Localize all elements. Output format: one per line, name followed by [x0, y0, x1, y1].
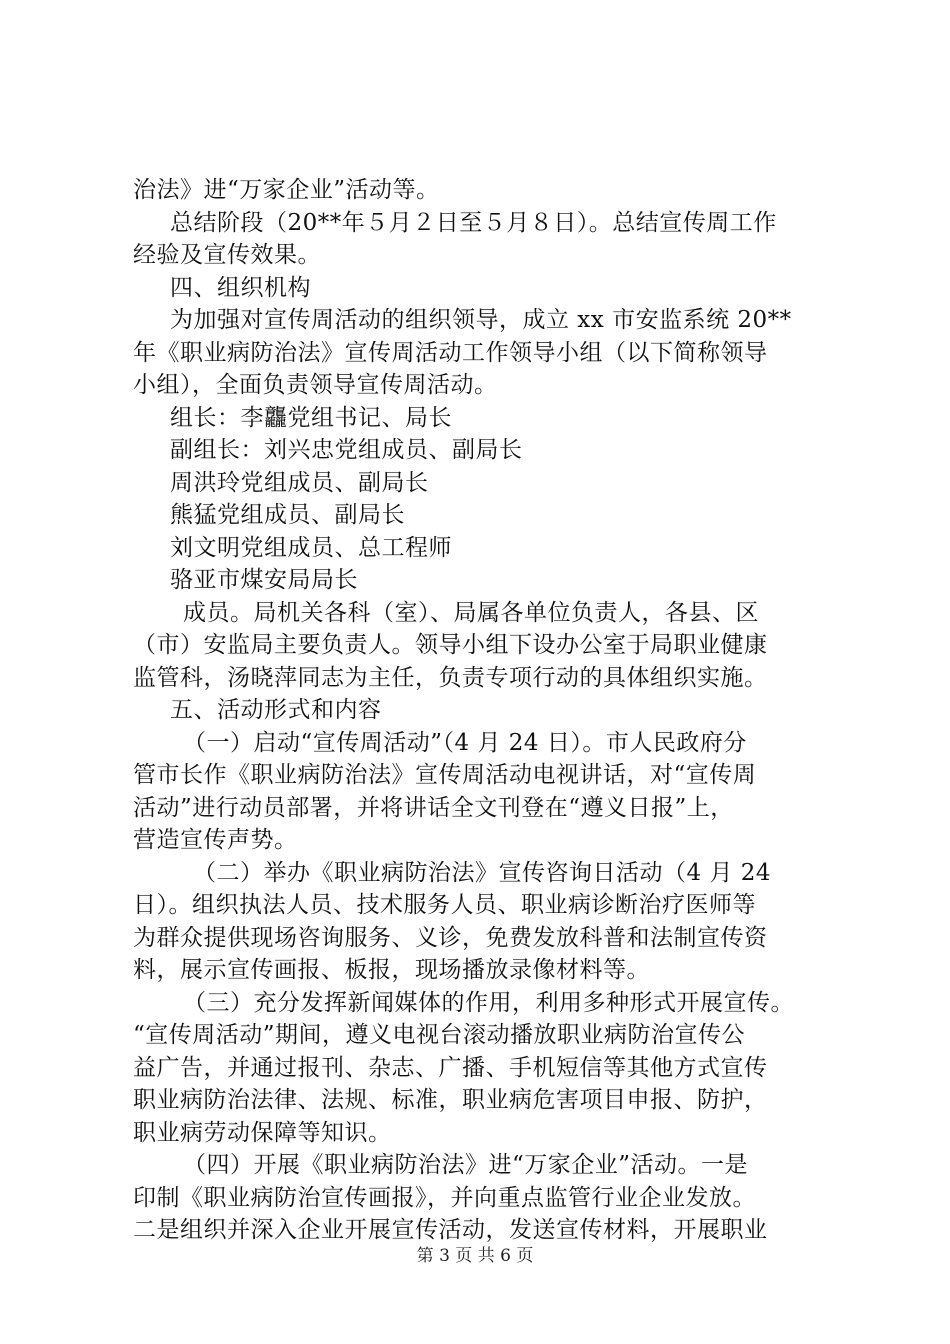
text-line: 刘文明党组成员、总工程师 [170, 534, 452, 561]
text-line: 职业病防治法律、法规、标准，职业病危害项目申报、防护， [133, 1087, 768, 1113]
text-line: （一）启动“宣传周活动”（4 月 24 日）。市人民政府分 [183, 729, 747, 756]
section-heading: 四、组织机构 [170, 274, 311, 301]
text-line: （三）充分发挥新闻媒体的作用，利用多种形式开展宣传。 [183, 989, 794, 1016]
text-line: 骆亚市煤安局局长 [170, 567, 358, 593]
text-line: 熊猛党组成员、副局长 [170, 502, 405, 528]
text-line: 日）。组织执法人员、技术服务人员、职业病诊断治疗医师等 [133, 892, 756, 918]
text-line: （二）举办《职业病防治法》宣传咨询日活动（4 月 24 [193, 859, 772, 886]
text-line: （四）开展《职业病防治法》进“万家企业”活动。一是 [183, 1152, 749, 1178]
text-line: 二是组织并深入企业开展宣传活动，发送宣传材料，开展职业 [133, 1217, 768, 1243]
text-line: （市）安监局主要负责人。领导小组下设办公室于局职业健康 [133, 632, 768, 658]
text-line: 副组长：刘兴忠党组成员、副局长 [170, 437, 523, 463]
page-footer: 第 3 页 共 6 页 [416, 1246, 534, 1266]
text-line: 营造宣传声势。 [133, 827, 298, 853]
text-line: 组长：李龘党组书记、局长 [170, 404, 452, 431]
text-line: 职业病劳动保障等知识。 [133, 1119, 392, 1146]
text-line: 活动”进行动员部署，并将讲话全文刊登在“遵义日报”上， [133, 794, 734, 821]
text-line: 成员。局机关各科（室）、局属各单位负责人，各县、区 [183, 599, 759, 626]
text-line: 治法》进“万家企业”活动等。 [133, 177, 440, 203]
text-line: 小组），全面负责领导宣传周活动。 [133, 372, 498, 398]
document-body [133, 174, 833, 1247]
text-line: 监管科，汤晓萍同志为主任，负责专项行动的具体组织实施。 [133, 664, 768, 691]
text-line: 总结阶段（20**年５月２日至５月８日）。总结宣传周工作 [170, 209, 777, 236]
text-line: “宣传周活动”期间，遵义电视台滚动播放职业病防治宣传公 [133, 1022, 746, 1048]
text-line: 为加强对宣传周活动的组织领导，成立 xx 市安监系统 20** [170, 307, 792, 333]
section-heading: 五、活动形式和内容 [170, 697, 382, 723]
text-line: 印制《职业病防治宣传画报》，并向重点监管行业企业发放。 [133, 1184, 756, 1211]
text-line: 益广告，并通过报刊、杂志、广播、手机短信等其他方式宣传 [133, 1054, 768, 1081]
text-line: 周洪玲党组成员、副局长 [170, 469, 429, 496]
text-line: 管市长作《职业病防治法》宣传周活动电视讲话，对“宣传周 [133, 762, 757, 788]
text-line: 料，展示宣传画报、板报，现场播放录像材料等。 [133, 957, 650, 983]
text-line: 经验及宣传效果。 [133, 242, 321, 268]
text-line: 年《职业病防治法》宣传周活动工作领导小组（以下简称领导 [133, 339, 768, 366]
text-line: 为群众提供现场咨询服务、义诊，免费发放科普和法制宣传资 [133, 924, 768, 951]
